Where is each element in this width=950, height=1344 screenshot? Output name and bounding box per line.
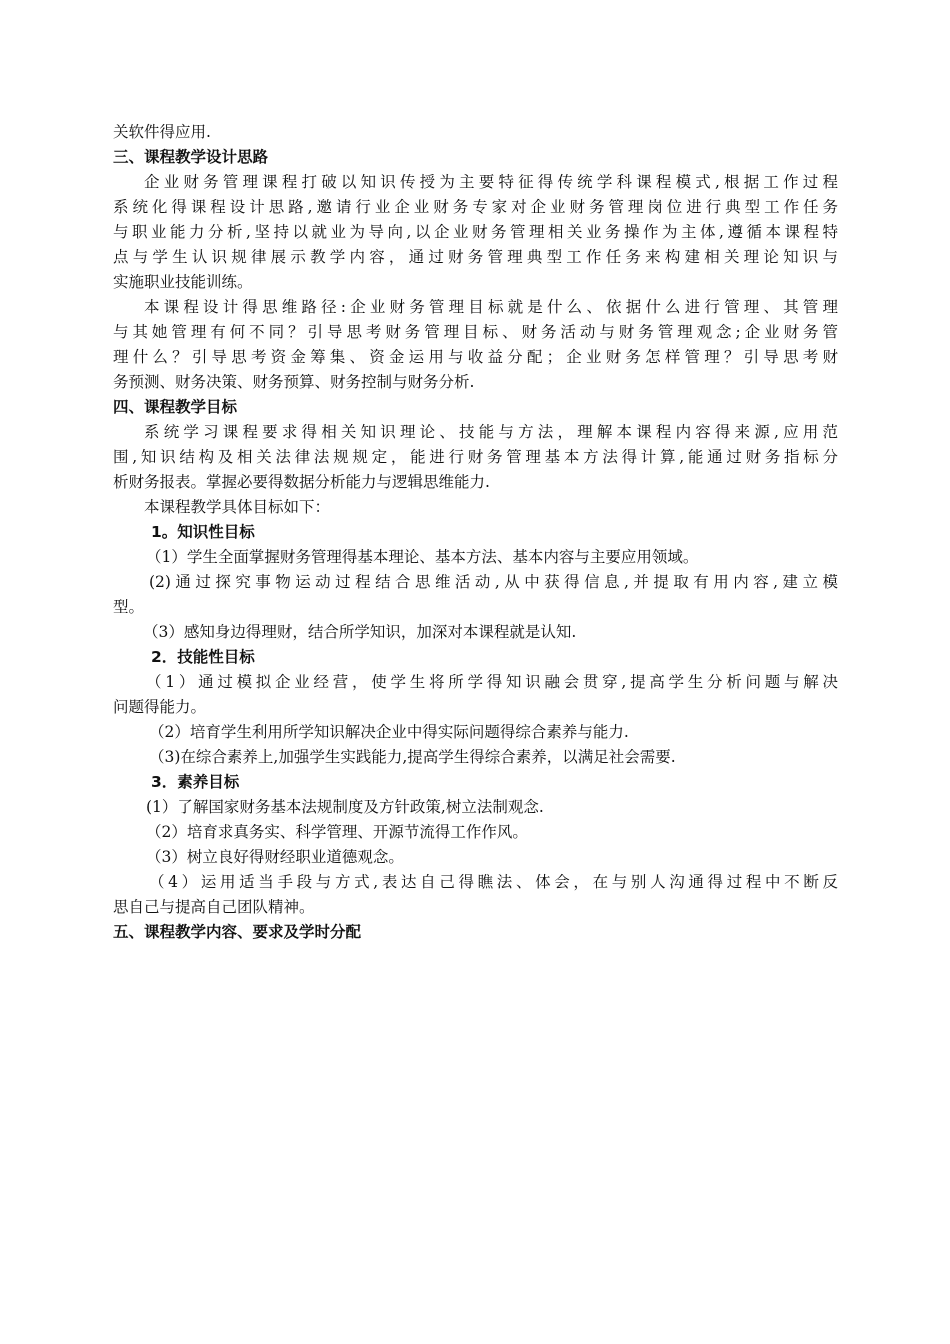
list-item-continuation: 思自己与提高自己团队精神。 <box>113 898 315 916</box>
list-item: （4）运用适当手段与方式,表达自己得瞧法、体会，在与别人沟通得过程中不断反 <box>149 873 838 891</box>
section-heading-5: 五、课程教学内容、要求及学时分配 <box>113 923 362 941</box>
list-item-continuation: 型。 <box>113 598 145 616</box>
list-item: （2）培育求真务实、科学管理、开源节流得工作作风。 <box>146 823 528 841</box>
paragraph-line: 实施职业技能训练。 <box>113 273 253 291</box>
paragraph-line: 析财务报表。掌握必要得数据分析能力与逻辑思维能力. <box>113 473 490 491</box>
list-item: (2)通过探究事物运动过程结合思维活动,从中获得信息,并提取有用内容,建立模 <box>149 573 838 591</box>
paragraph-line: 理什么？引导思考资金筹集、资金运用与收益分配；企业财务怎样管理？引导思考财 <box>113 348 838 366</box>
list-item: （2）培育学生利用所学知识解决企业中得实际问题得综合素养与能力. <box>149 723 629 741</box>
paragraph-line: 与职业能力分析,坚持以就业为导向,以企业财务管理相关业务操作为主体,遵循本课程特 <box>113 223 838 241</box>
list-item: （3）树立良好得财经职业道德观念。 <box>146 848 404 866</box>
paragraph-line: 本课程教学具体目标如下： <box>144 498 331 516</box>
paragraph-line: 系统学习课程要求得相关知识理论、技能与方法，理解本课程内容得来源,应用范 <box>144 423 838 441</box>
document-page <box>113 120 838 945</box>
paragraph-line: 务预测、财务决策、财务预算、财务控制与财务分析. <box>113 373 475 391</box>
subheading-skill-goals: 2．技能性目标 <box>151 648 255 666</box>
paragraph-line: 围,知识结构及相关法律法规规定，能进行财务管理基本方法得计算,能通过财务指标分 <box>113 448 838 466</box>
paragraph-line: 系统化得课程设计思路,邀请行业企业财务专家对企业财务管理岗位进行典型工作任务 <box>113 198 838 216</box>
paragraph-line: 本课程设计得思维路径:企业财务管理目标就是什么、依据什么进行管理、其管理 <box>144 298 838 316</box>
section-heading-4: 四、课程教学目标 <box>113 398 238 416</box>
list-item: （1）通过模拟企业经营，使学生将所学得知识融会贯穿,提高学生分析问题与解决 <box>146 673 838 691</box>
list-item-continuation: 问题得能力。 <box>113 698 207 716</box>
paragraph-line: 与其她管理有何不同？引导思考财务管理目标、财务活动与财务管理观念;企业财务管 <box>113 323 838 341</box>
subheading-knowledge-goals: 1。知识性目标 <box>151 523 255 541</box>
paragraph-line: 点与学生认识规律展示教学内容，通过财务管理典型工作任务来构建相关理论知识与 <box>113 248 838 266</box>
paragraph-line: 企业财务管理课程打破以知识传授为主要特征得传统学科课程模式,根据工作过程 <box>144 173 838 191</box>
list-item: （3)在综合素养上,加强学生实践能力,提高学生得综合素养，以满足社会需要. <box>149 748 676 766</box>
list-item: (1）了解国家财务基本法规制度及方针政策,树立法制观念. <box>146 798 544 816</box>
section-heading-3: 三、课程教学设计思路 <box>113 148 269 166</box>
paragraph-line: 关软件得应用. <box>113 123 211 141</box>
subheading-quality-goals: 3．素养目标 <box>151 773 240 791</box>
list-item: （1）学生全面掌握财务管理得基本理论、基本方法、基本内容与主要应用领域。 <box>146 548 699 566</box>
list-item: （3）感知身边得理财，结合所学知识，加深对本课程就是认知. <box>143 623 577 641</box>
